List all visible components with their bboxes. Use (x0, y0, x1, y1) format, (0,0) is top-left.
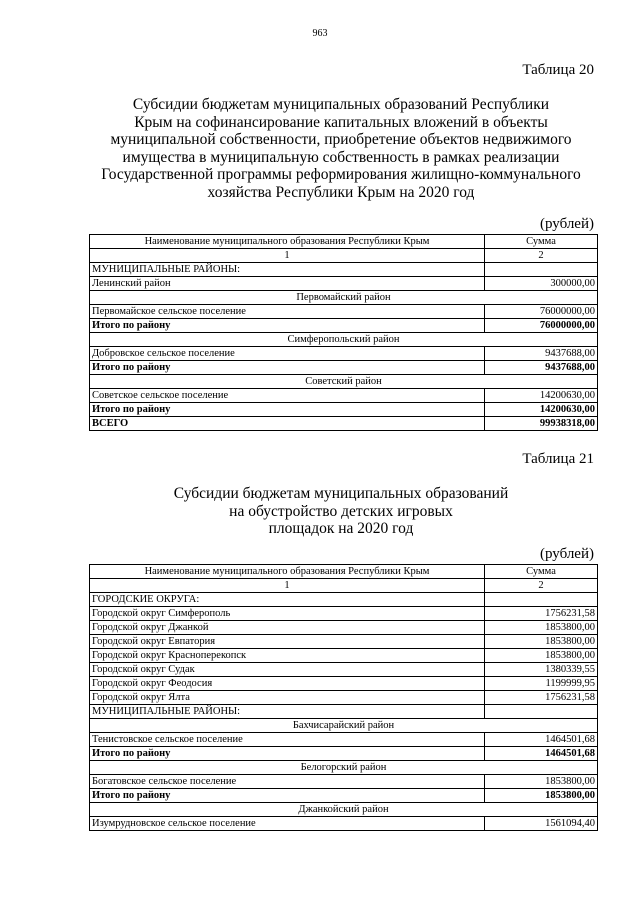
row-sum: 1464501,68 (485, 733, 598, 747)
row-sum: 14200630,00 (485, 403, 598, 417)
title-line: площадок на 2020 год (268, 520, 414, 537)
district-header-row (90, 761, 598, 775)
row-name: Первомайское сельское поселение (90, 305, 485, 319)
table-header-row (90, 565, 598, 579)
total-row (90, 403, 598, 417)
district-header-row (90, 719, 598, 733)
row-sum: 1199999,95 (485, 677, 598, 691)
row-name: Итого по району (90, 789, 485, 803)
table-row (90, 305, 598, 319)
column-index-row (90, 579, 598, 593)
district-header-row (90, 375, 598, 389)
row-name: Итого по району (90, 747, 485, 761)
row-sum: 300000,00 (485, 277, 598, 291)
row-name: Городской округ Джанкой (90, 621, 485, 635)
district-name: Первомайский район (90, 291, 598, 305)
row-sum: 76000000,00 (485, 319, 598, 333)
row-name: Итого по району (90, 403, 485, 417)
row-name: Богатовское сельское поселение (90, 775, 485, 789)
district-name: Белогорский район (90, 761, 598, 775)
district-header-row (90, 803, 598, 817)
table-row (90, 775, 598, 789)
column-index: 1 (90, 579, 485, 593)
table-21 (89, 564, 598, 831)
title-line: имущества в муниципальную собственность в рамках реализации (122, 148, 560, 166)
row-name: Городской округ Евпатория (90, 635, 485, 649)
table-row (90, 277, 598, 291)
row-sum: 1853800,00 (485, 635, 598, 649)
header-name: Наименование муниципального образования Республики Крым (90, 565, 485, 579)
header-sum: Сумма (485, 235, 598, 249)
row-name: Городской округ Симферополь (90, 607, 485, 621)
title-line: Государственной программы реформирования жилищно-коммунального (101, 166, 581, 183)
column-index-row (90, 249, 598, 263)
table-row (90, 817, 598, 831)
title-line: муниципальной собственности, приобретение объектов недвижимого (110, 131, 572, 148)
table-20 (89, 234, 598, 431)
row-name: Итого по району (90, 319, 485, 333)
row-name: Городской округ Феодосия (90, 677, 485, 691)
row-sum: 9437688,00 (485, 361, 598, 375)
section-sum-empty (485, 593, 598, 607)
total-row (90, 361, 598, 375)
district-name: Советский район (90, 375, 598, 389)
total-row (90, 747, 598, 761)
total-row (90, 319, 598, 333)
table-row (90, 635, 598, 649)
row-name: Городской округ Ялта (90, 691, 485, 705)
title-line: Субсидии бюджетам муниципальных образований Республики (132, 96, 550, 113)
row-sum: 1380339,55 (485, 663, 598, 677)
total-row (90, 417, 598, 431)
row-name: ВСЕГО (90, 417, 485, 431)
section-row (90, 593, 598, 607)
table-21-unit: (рублей) (539, 546, 594, 562)
table-row (90, 691, 598, 705)
title-line: Крым на софинансирование капитальных вложений в объекты (134, 113, 548, 131)
column-index: 1 (90, 249, 485, 263)
section-row (90, 705, 598, 719)
table-row (90, 389, 598, 403)
row-sum: 99938318,00 (485, 417, 598, 431)
table-20-unit: (рублей) (539, 216, 594, 232)
row-sum: 1853800,00 (485, 789, 598, 803)
row-name: Городской округ Красноперекопск (90, 649, 485, 663)
row-sum: 1756231,58 (485, 607, 598, 621)
row-name: Советское сельское поселение (90, 389, 485, 403)
table-20-title (88, 96, 594, 201)
header-sum: Сумма (485, 565, 598, 579)
table-row (90, 663, 598, 677)
column-index: 2 (485, 249, 598, 263)
table-row (90, 607, 598, 621)
row-name: Изумрудновское сельское поселение (90, 817, 485, 831)
section-name: ГОРОДСКИЕ ОКРУГА: (90, 593, 485, 607)
district-name: Бахчисарайский район (90, 719, 598, 733)
row-name: Итого по району (90, 361, 485, 375)
section-row (90, 263, 598, 277)
table-21-label: Таблица 21 (522, 451, 594, 467)
table-row (90, 733, 598, 747)
title-line: на обустройство детских игровых (229, 502, 453, 520)
table-row (90, 677, 598, 691)
row-name: Городской округ Судак (90, 663, 485, 677)
section-name: МУНИЦИПАЛЬНЫЕ РАЙОНЫ: (90, 263, 485, 277)
column-index: 2 (485, 579, 598, 593)
row-sum: 76000000,00 (485, 305, 598, 319)
total-row (90, 789, 598, 803)
header-name: Наименование муниципального образования Республики Крым (90, 235, 485, 249)
page-number: 963 (312, 28, 328, 39)
row-name: Тенистовское сельское поселение (90, 733, 485, 747)
row-sum: 1853800,00 (485, 621, 598, 635)
table-row (90, 649, 598, 663)
table-row (90, 347, 598, 361)
row-name: Ленинский район (90, 277, 485, 291)
table-21-title (88, 485, 594, 538)
row-sum: 14200630,00 (485, 389, 598, 403)
district-name: Джанкойский район (90, 803, 598, 817)
table-header-row (90, 235, 598, 249)
row-sum: 9437688,00 (485, 347, 598, 361)
title-line: хозяйства Республики Крым на 2020 год (207, 183, 475, 201)
section-sum-empty (485, 705, 598, 719)
row-sum: 1756231,58 (485, 691, 598, 705)
row-sum: 1853800,00 (485, 649, 598, 663)
section-name: МУНИЦИПАЛЬНЫЕ РАЙОНЫ: (90, 705, 485, 719)
row-sum: 1853800,00 (485, 775, 598, 789)
table-20-label: Таблица 20 (522, 62, 594, 78)
table-row (90, 621, 598, 635)
row-name: Добровское сельское поселение (90, 347, 485, 361)
title-line: Субсидии бюджетам муниципальных образований (173, 485, 509, 502)
section-sum-empty (485, 263, 598, 277)
row-sum: 1561094,40 (485, 817, 598, 831)
district-name: Симферопольский район (90, 333, 598, 347)
district-header-row (90, 291, 598, 305)
row-sum: 1464501,68 (485, 747, 598, 761)
district-header-row (90, 333, 598, 347)
